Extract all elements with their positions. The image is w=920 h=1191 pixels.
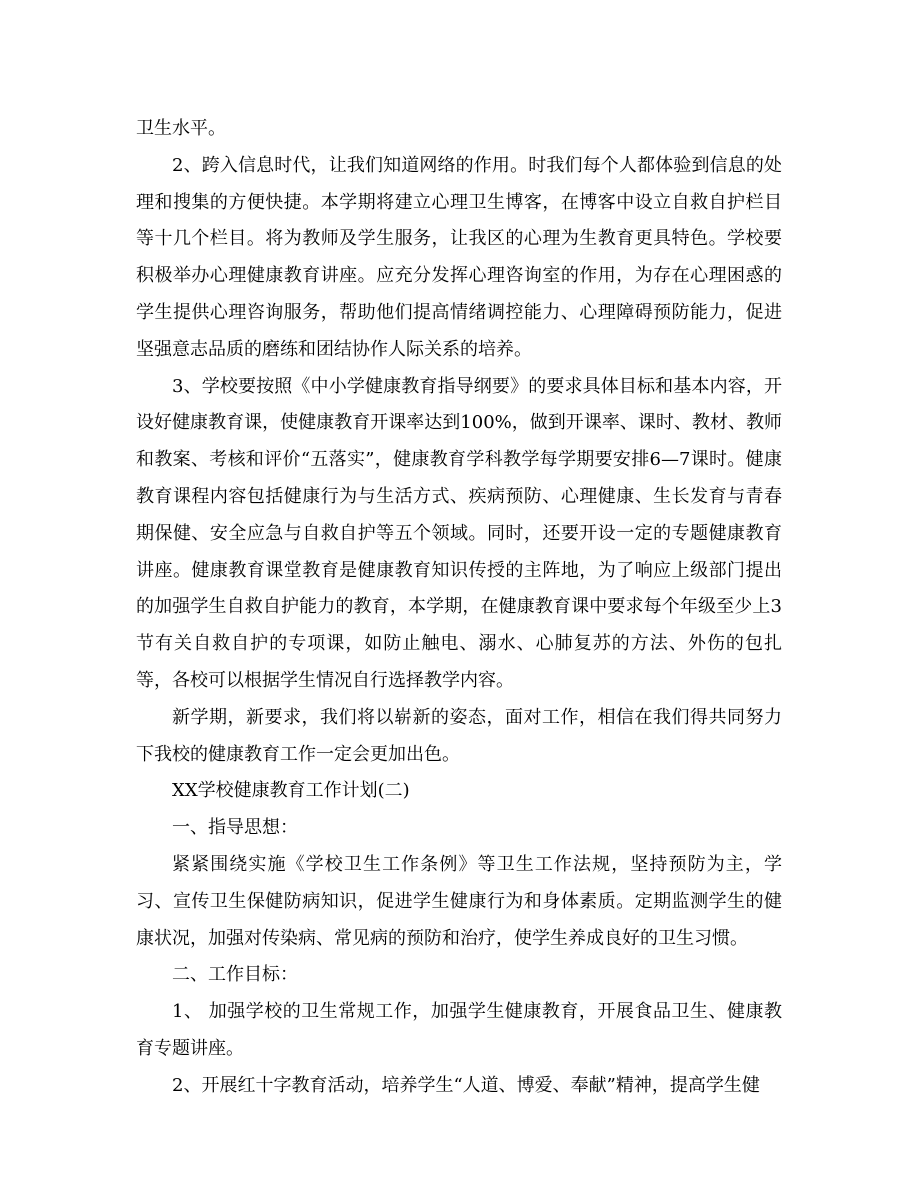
document-page [136, 111, 782, 1105]
heading-work-goals: 二、工作目标： [172, 964, 298, 986]
goal-item-2: 2、开展红十字教育活动，培养学生“人道、博爱、奉献”精神，提高学生健 [172, 1074, 760, 1096]
section-title: XX学校健康教育工作计划(二) [172, 780, 410, 802]
paragraph-4: 新学期，新要求，我们将以崭新的姿态，面对工作，相信在我们得共同努力下我校的健康教育工作一定会更加出色。 [136, 706, 782, 765]
goal-item-1: 1、 加强学校的卫生常规工作，加强学生健康教育，开展食品卫生、健康教育专题讲座。 [136, 1001, 782, 1059]
heading-guiding-thought: 一、指导思想： [172, 817, 298, 839]
paragraph-1: 卫生水平。 [136, 118, 226, 139]
paragraph-guiding-thought: 紧紧围绕实施《学校卫生工作条例》等卫生工作法规，坚持预防为主，学习、宣传卫生保健防病知识，促进学生健康行为和身体素质。定期监测学生的健康状况，加强对传染病、常见病的预防和治疗，使学生养成良好的卫生习惯。 [136, 853, 782, 949]
paragraph-2: 2、跨入信息时代，让我们知道网络的作用。时我们每个人都体验到信息的处理和搜集的方便快捷。本学期将建立心理卫生博客，在博客中设立自救自护栏目等十几个栏目。将为教师及学生服务，让我区的心理为生教育更具特色。学校要积极举办心理健康教育讲座。应充分发挥心理咨询室的作用，为存在心理困惑的学生提供心理咨询服务，帮助他们提高情绪调控能力、心理障碍预防能力，促进坚强意志品质的磨练和团结协作人际关系的培养。 [136, 154, 782, 360]
paragraph-3: 3、学校要按照《中小学健康教育指导纲要》的要求具体目标和基本内容，开设好健康教育课，使健康教育开课率达到100%，做到开课率、课时、教材、教师和教案、考核和评价“五落实”，健康教育学科教学每学期要安排6—7课时。健康教育课程内容包括健康行为与生活方式、疾病预防、心理健康、生长发育与青春期保健、安全应急与自救自护等五个领域。同时，还要开设一定的专题健康教育讲座。健康教育课堂教育是健康教育知识传授的主阵地，为了响应上级部门提出的加强学生自救自护能力的教育，本学期，在健康教育课中要求每个年级至少上3节有关自救自护的专项课，如防止触电、溺水、心肺复苏的方法、外伤的包扎等，各校可以根据学生情况自行选择教学内容。 [136, 375, 782, 691]
